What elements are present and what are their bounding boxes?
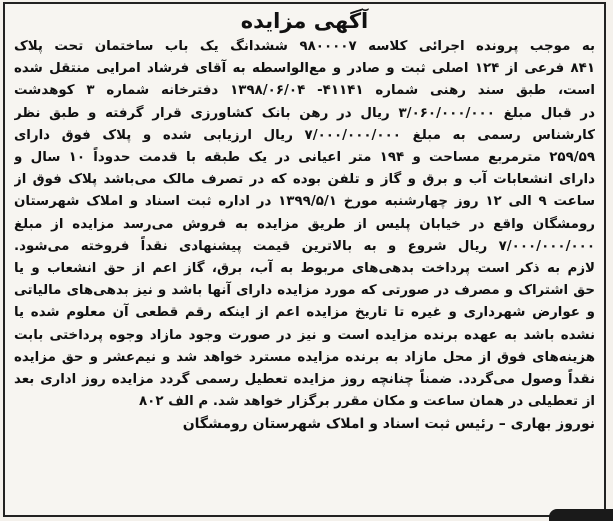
notice-line: کارشناس رسمی به مبلغ ۷/۰۰۰/۰۰۰/۰۰۰ ریال ارزیابی شده و پلاک فوق دارای xyxy=(14,127,595,143)
notice-line: ۷/۰۰۰/۰۰۰/۰۰۰ ریال شروع و به بالاترین قیمت پیشنهادی نقداً فروخته می‌شود. xyxy=(14,238,595,254)
notice-body xyxy=(5,36,604,413)
notice-line: حق اشتراک و مصرف در صورتی که مورد مزایده دارای آنها باشد و نیز بدهی‌های مالیاتی xyxy=(14,283,595,299)
notice-line: به موجب پرونده اجرائی کلاسه ۹۸۰۰۰۰۷ ششدانگ یک باب ساختمان تحت پلاک xyxy=(14,39,595,54)
notice-line: دارای انشعابات آب و برق و گاز و تلفن بوده که در تصرف مالک می‌باشد پلاک فوق از xyxy=(14,172,595,188)
notice-line: ۸۴۱ فرعی از ۱۲۴ اصلی ثبت و صادر و مع‌الواسطه به آقای فرشاد امرایی منتقل شده xyxy=(14,61,595,77)
notice-line: هزینه‌های فوق از محل مازاد به برنده مزایده مسترد خواهد شد و نیم‌عشر و حق مزایده xyxy=(14,349,595,365)
corner-mark xyxy=(549,509,613,521)
notice-line: ساعت ۹ الی ۱۲ روز چهارشنبه مورخ ۱۳۹۹/۵/۱ در اداره ثبت اسناد و املاک شهرستان xyxy=(14,194,595,210)
notice-line: نشده باشد به عهده برنده مزایده است و نیز در صورت وجود مازاد وجوه پرداختی بابت xyxy=(14,327,595,343)
notice-line: در قبال مبلغ ۳/۰۶۰/۰۰۰/۰۰۰ ریال در رهن بانک کشاورزی قرار گرفته و طبق نظر xyxy=(14,105,595,121)
notice-line: لازم به ذکر است پرداخت بدهی‌های مربوط به آب، برق، گاز اعم از حق انشعاب و یا xyxy=(14,261,595,277)
auction-notice xyxy=(3,2,606,517)
notice-line: و عوارض شهرداری و غیره تا تاریخ مزایده اعم از اینکه رقم قطعی آن معلوم شده یا xyxy=(14,305,595,321)
notice-line: است، طبق سند رهنی شماره ۴۱۱۴۱- ۱۳۹۸/۰۶/۰۴ دفترخانه شماره ۳ کوهدشت xyxy=(14,83,595,99)
notice-line: رومشگان واقع در خیابان پلیس از طریق مزایده به فروش می‌رسد مزایده از مبلغ xyxy=(14,216,595,232)
notice-line: ۲۵۹/۵۹ مترمربع مساحت و ۱۹۴ متر اعیانی در یک طبقه با قدمت حدوداً ۱۰ سال و xyxy=(14,150,595,166)
notice-line: نقداً وصول می‌گردد. ضمناً چنانچه روز مزایده تعطیل رسمی گردد مزایده روز اداری بعد xyxy=(14,372,595,388)
notice-signature: نوروز بهاری – رئیس ثبت اسناد و املاک شهرستان رومشگان xyxy=(182,416,595,433)
notice-title: آگهی مزایده xyxy=(240,9,369,33)
notice-line: از تعطیلی در همان ساعت و مکان مقرر برگزار خواهد شد. م الف ۸۰۲ xyxy=(139,394,595,410)
